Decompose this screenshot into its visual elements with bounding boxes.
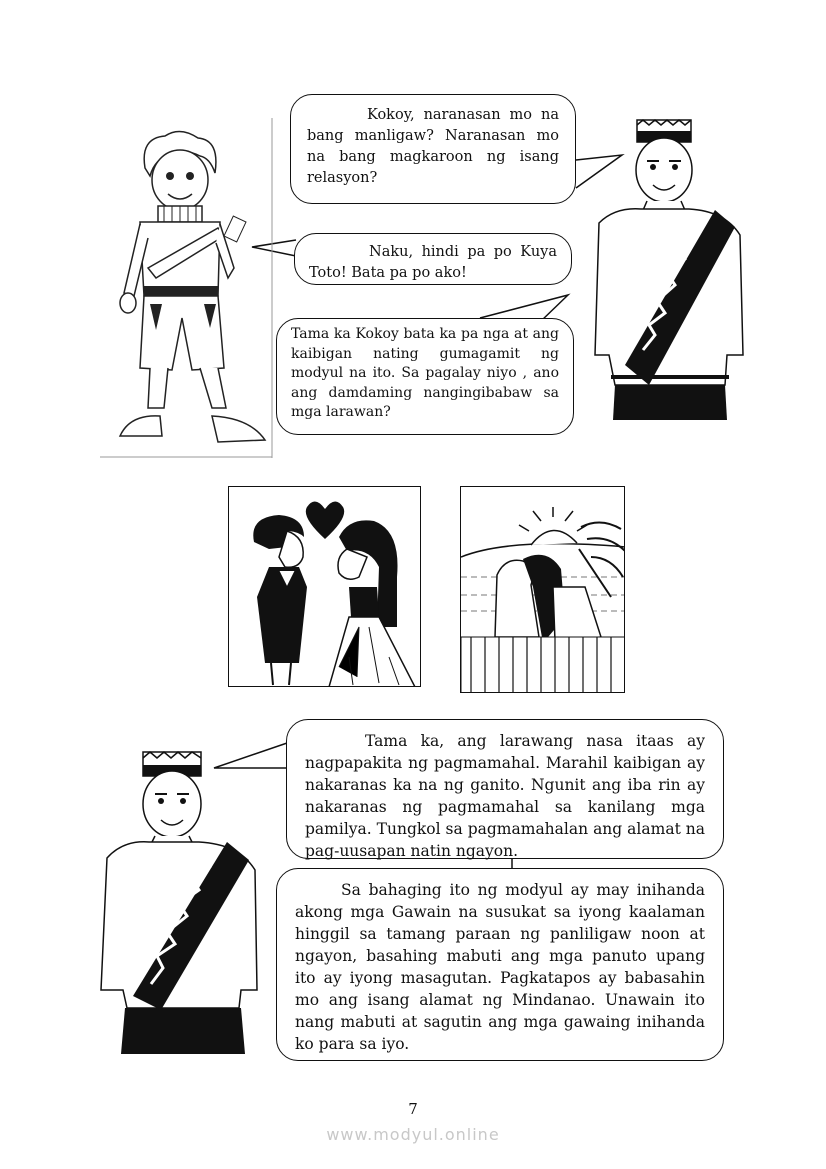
toto-illustration-bottom (95, 748, 275, 1056)
speech-bubble-toto-intro (276, 868, 724, 1061)
speech-bubble-toto-question (290, 94, 576, 204)
toto-illustration-top (585, 115, 760, 425)
couple-heart-image (228, 486, 421, 687)
bubble-text: Kokoy, naranasan mo na bang manligaw? Naranasan mo na bang magkaroon ng isang relasyon? (307, 107, 559, 186)
speech-bubble-toto-explain (286, 719, 724, 859)
bubble-text: Sa bahaging ito ng modyul ay may inihanda akong mga Gawain na susukat sa iyong kaalaman hinggil sa tamang paraan ng panliligaw noon at ngayon, basahing mabuti ang mga panuto upang ito ay iyong masagutan. Pagkatapos ay babasahin mo ang isang alamat ng Mindanao. Unawain ito nang mabuti at sagutin ang mga gawaing inihanda ko para sa iyo. (295, 881, 705, 1053)
bubble-text: Tama ka Kokoy bata ka pa nga at ang kaibigan nating gumagamit ng modyul na ito. Sa pagalay niyo , ano ang damdaming nangingibabaw sa mga larawan? (291, 326, 559, 420)
couple-sunset-image (460, 486, 625, 693)
speech-bubble-toto-prompt (276, 318, 574, 435)
bubble-text: Naku, hindi pa po Kuya Toto! Bata pa po ako! (309, 244, 557, 281)
kokoy-illustration (100, 118, 275, 458)
watermark: www.modyul.online (326, 1125, 500, 1144)
speech-bubble-kokoy-reply (294, 233, 572, 285)
page-number: 7 (408, 1100, 418, 1118)
bubble-text: Tama ka, ang larawang nasa itaas ay nagpapakita ng pagmamahal. Marahil kaibigan ay nakaranas ka na ng ganito. Ngunit ang iba rin ay nakaranas ng pagmamahal sa kanilang mga pamilya. Tungkol sa pagmamahalan ang alamat na pag-uusapan natin ngayon. (305, 732, 705, 860)
